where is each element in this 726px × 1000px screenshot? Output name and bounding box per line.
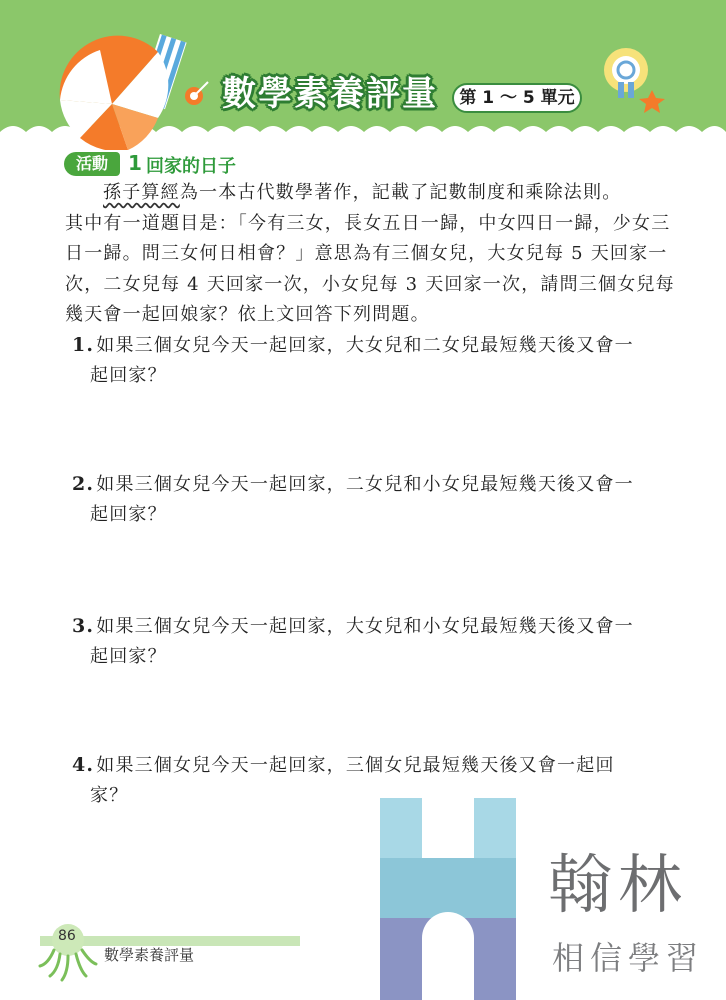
question-text-continued: 起回家？: [90, 504, 167, 525]
question-4: [72, 750, 672, 811]
question-number: 1.: [72, 334, 95, 356]
publisher-logo-mark: [380, 798, 516, 1000]
question-1: [72, 330, 672, 391]
question-text: 如果三個女兒今天一起回家，三個女兒最短幾天後又會一起回: [96, 755, 615, 776]
publisher-name: 翰林: [548, 849, 688, 923]
page-number: 86: [58, 928, 76, 944]
book-title: 孫子算經: [103, 182, 180, 203]
question-3: [72, 611, 672, 672]
question-text: 如果三個女兒今天一起回家，大女兒和小女兒最短幾天後又會一: [96, 616, 634, 637]
question-text: 如果三個女兒今天一起回家，大女兒和二女兒最短幾天後又會一: [96, 335, 634, 356]
unit-badge: 第 1 ～ 5 單元: [452, 83, 582, 113]
publisher-slogan: 相信學習: [552, 939, 705, 977]
question-text: 如果三個女兒今天一起回家，二女兒和小女兒最短幾天後又會一: [96, 474, 634, 495]
activity-tag: 活動: [64, 152, 120, 176]
page-title: 數學素養評量: [222, 74, 438, 114]
passage-line1-rest: 為一本古代數學著作，記載了記數制度和乘除法則。: [179, 182, 622, 203]
activity-title: 回家的日子: [146, 156, 236, 177]
question-number: 4.: [72, 754, 95, 776]
question-number: 2.: [72, 473, 95, 495]
header-banner: [0, 0, 726, 150]
question-text-continued: 起回家？: [90, 365, 167, 386]
passage-body: 其中有一道題目是：「今有三女，長女五日一歸，中女四日一歸，少女三日一歸。問三女何日相會？」意思為有三個女兒，大女兒每 5 天回家一次，二女兒每 4 天回家一次，小女兒每 3 天回家一次，請問三個女兒每幾天會一起回娘家？依上文回答下列問題。: [65, 212, 675, 325]
passage-first-line: [65, 178, 680, 209]
question-2: [72, 469, 672, 530]
problem-passage: [65, 178, 680, 331]
question-text-continued: 家？: [90, 785, 129, 806]
activity-number: 1: [128, 151, 142, 175]
question-text-continued: 起回家？: [90, 646, 167, 667]
question-number: 3.: [72, 615, 95, 637]
footer-title: 數學素養評量: [104, 946, 195, 964]
